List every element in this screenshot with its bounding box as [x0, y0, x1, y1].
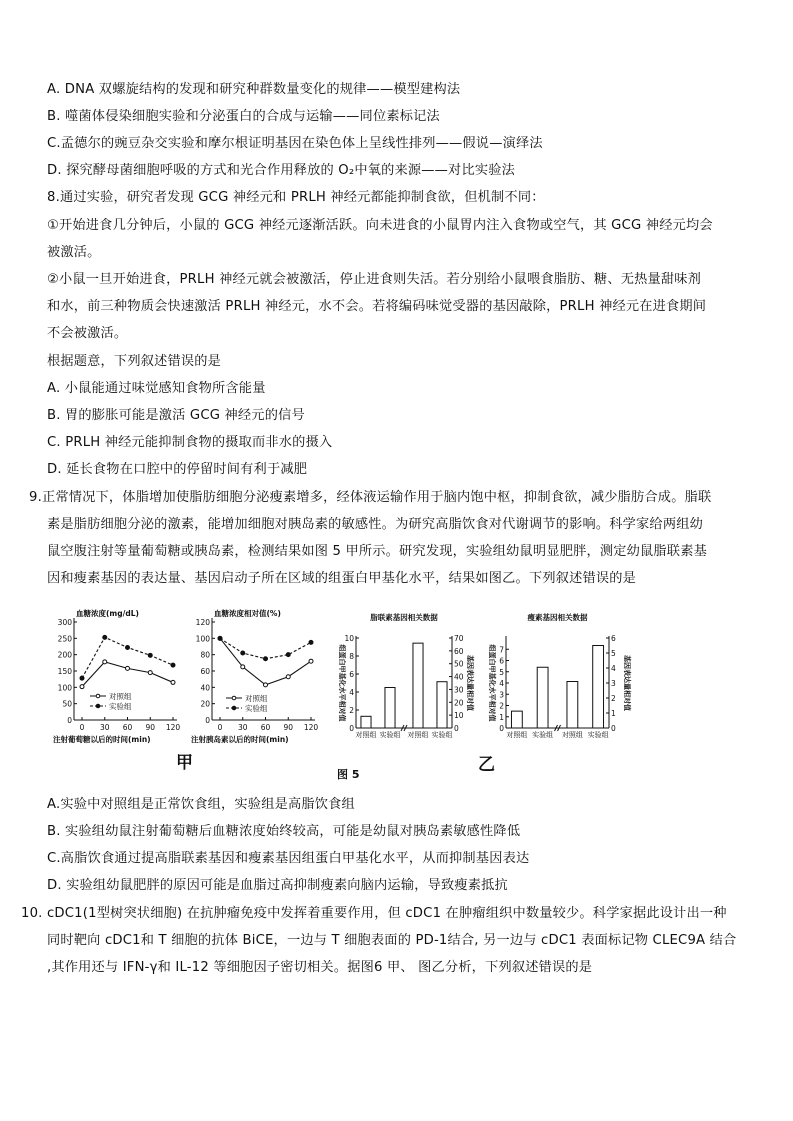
category-label: 对照组: [355, 731, 377, 739]
left-tick-label: 2: [499, 701, 504, 711]
legend-marker: [96, 694, 100, 698]
x-axis-label: 注射葡萄糖以后的时间(min): [53, 735, 151, 744]
category-label: 对照组: [561, 731, 583, 739]
data-point: [241, 665, 245, 669]
category-label: 实验组: [587, 731, 609, 739]
bar: [593, 646, 604, 729]
figure-jia-glucose-chart: [52, 608, 192, 748]
data-point: [286, 675, 290, 679]
right-tick-label: 4: [611, 664, 616, 673]
y-tick-label: 120: [195, 618, 210, 627]
category-label: 对照组: [506, 731, 528, 739]
legend-marker: [232, 696, 236, 700]
y-tick-label: 50: [62, 699, 72, 709]
left-tick-label: 10: [344, 634, 354, 643]
data-point: [103, 635, 107, 639]
bar: [385, 688, 395, 729]
left-tick-label: 4: [499, 679, 504, 688]
right-tick-label: 70: [454, 634, 464, 643]
right-tick-label: 1: [611, 709, 616, 718]
category-label: 对照组: [407, 731, 429, 739]
x-axis-label: 注射胰岛素以后的时间(min): [191, 735, 289, 744]
data-point: [241, 651, 245, 655]
q9-line-1: 9.正常情况下，体脂增加使脂肪细胞分泌瘦素增多，经体液运输作用于脑内饱中枢，抑制食欲，减少脂肪合成。脂联: [29, 490, 712, 505]
data-point: [309, 659, 313, 663]
figure-label-yi: 乙: [478, 755, 495, 775]
figure-yi-leptin-chart: [480, 608, 635, 748]
right-tick-label: 20: [454, 698, 464, 708]
left-axis-label: 组蛋白甲基化水平相对值: [338, 644, 346, 722]
q8-option-c: C. PRLH 神经元能抑制食物的摄取而非水的摄入: [47, 435, 333, 450]
q8-stem: 8.通过实验，研究者发现 GCG 神经元和 PRLH 神经元都能抑制食欲，但机制不同：: [47, 190, 545, 205]
left-tick-label: 6: [349, 670, 354, 679]
left-tick-label: 4: [349, 688, 354, 697]
y-tick-label: 20: [200, 699, 210, 709]
q8-paragraph-1-line-1: ①开始进食几分钟后，小鼠的 GCG 神经元逐渐活跃。向未进食的小鼠胃内注入食物或空气，其 GCG 神经元均会: [47, 218, 713, 233]
y-tick-label: 150: [57, 667, 72, 676]
right-tick-label: 5: [611, 649, 616, 658]
right-tick-label: 40: [454, 672, 464, 682]
chart-title: 血糖浓度(mg/dL): [76, 609, 139, 618]
figure-caption: 图 5: [337, 768, 360, 781]
q7-option-b: B. 噬菌体侵染细胞实验和分泌蛋白的合成与运输——同位素标记法: [47, 109, 440, 124]
q7-option-a: A. DNA 双螺旋结构的发现和研究种群数量变化的规律——模型建构法: [47, 82, 461, 97]
bar: [537, 667, 548, 728]
q9-option-a: A.实验中对照组是正常饮食组，实验组是高脂饮食组: [47, 797, 355, 812]
figure-yi-adiponectin-chart: [330, 608, 478, 748]
data-point: [80, 676, 84, 680]
data-point: [309, 640, 313, 644]
data-point: [171, 663, 175, 667]
right-axis-label: 基因表达量相对值: [466, 655, 474, 711]
bar: [511, 711, 522, 728]
y-tick-label: 80: [200, 650, 210, 660]
data-point: [126, 645, 130, 649]
q8-option-d: D. 延长食物在口腔中的停留时间有利于减肥: [47, 462, 308, 477]
left-tick-label: 1: [499, 712, 504, 722]
figure-label-jia: 甲: [176, 753, 193, 773]
right-tick-label: 0: [611, 724, 616, 733]
y-tick-label: 250: [57, 634, 72, 644]
left-tick-label: 6: [499, 656, 504, 666]
left-tick-label: 2: [349, 706, 354, 715]
category-label: 实验组: [532, 731, 554, 739]
q10-line-3: ,其作用还与 IFN-γ和 IL-12 等细胞因子密切相关。据图6 甲、 图乙分析，下列叙述错误的是: [47, 960, 593, 975]
x-tick-label: 30: [99, 723, 110, 732]
data-point: [171, 680, 175, 684]
x-tick-label: 120: [303, 723, 319, 732]
x-tick-label: 60: [260, 723, 271, 732]
y-tick-label: 0: [205, 716, 210, 725]
x-tick-label: 0: [79, 723, 85, 732]
left-tick-label: 0: [349, 724, 354, 733]
legend-marker: [96, 704, 100, 708]
x-tick-label: 60: [122, 723, 133, 732]
q8-paragraph-2-line-1: ②小鼠一旦开始进食，PRLH 神经元就会被激活，停止进食则失活。若分别给小鼠喂食脂肪、糖、无热量甜味剂: [47, 272, 702, 287]
q7-option-d: D. 探究酵母菌细胞呼吸的方式和光合作用释放的 O₂中氧的来源——对比实验法: [47, 163, 515, 178]
bar: [361, 716, 371, 728]
x-tick-label: 0: [217, 723, 223, 732]
series-line-0: [82, 662, 173, 687]
right-tick-label: 60: [454, 646, 464, 656]
data-point: [264, 683, 268, 687]
data-point: [126, 666, 130, 670]
left-tick-label: 5: [499, 667, 504, 677]
y-tick-label: 300: [57, 618, 72, 627]
q8-paragraph-2-line-2: 和水，前三种物质会快速激活 PRLH 神经元，水不会。若将编码味觉受器的基因敲除，PRLH 神经元在进食期间: [47, 299, 707, 314]
q10-line-1: 10. cDC1(1型树突状细胞) 在抗肿瘤免疫中发挥着重要作用，但 cDC1 在肿瘤组织中数量较少。科学家据此设计出一种: [21, 906, 727, 921]
q9-option-b: B. 实验组幼鼠注射葡萄糖后血糖浓度始终较高，可能是幼鼠对胰岛素敏感性降低: [47, 824, 521, 839]
right-tick-label: 2: [611, 694, 616, 703]
q8-option-b: B. 胃的膨胀可能是激活 GCG 神经元的信号: [47, 408, 305, 423]
left-tick-label: 3: [499, 690, 504, 700]
legend-label: 实验组: [109, 702, 132, 711]
x-tick-label: 30: [237, 723, 248, 732]
y-tick-label: 100: [195, 634, 210, 644]
q9-option-c: C.高脂饮食通过提高脂联素基因和瘦素基因组蛋白甲基化水平，从而抑制基因表达: [47, 851, 530, 866]
series-line-0: [220, 638, 311, 685]
data-point: [286, 653, 290, 657]
y-tick-label: 200: [57, 650, 72, 660]
chart-title: 血糖浓度相对值(%): [214, 609, 281, 618]
data-point: [103, 660, 107, 664]
q9-line-2: 素是脂肪细胞分泌的激素，能增加细胞对胰岛素的敏感性。为研究高脂饮食对代谢调节的影响。科学家给两组幼: [47, 517, 703, 532]
data-point: [148, 653, 152, 657]
bar: [437, 682, 447, 728]
q10-line-2: 同时靶向 cDC1和 T 细胞的抗体 BiCE，一边与 T 细胞表面的 PD-1结合, 另一边与 cDC1 表面标记物 CLEC9A 结合: [47, 933, 737, 948]
chart-title: 瘦素基因相关数据: [527, 613, 588, 622]
legend-label: 对照组: [245, 694, 268, 703]
bar: [413, 643, 423, 728]
right-tick-label: 0: [454, 724, 459, 733]
left-tick-label: 7: [499, 645, 504, 655]
data-point: [218, 636, 222, 640]
right-tick-label: 30: [454, 685, 464, 695]
bar: [567, 682, 578, 729]
q9-option-d: D. 实验组幼鼠肥胖的原因可能是血脂过高抑制瘦素向脑内运输，导致瘦素抵抗: [47, 878, 508, 893]
category-label: 实验组: [431, 731, 453, 739]
y-tick-label: 100: [57, 683, 72, 693]
q8-question: 根据题意，下列叙述错误的是: [47, 354, 222, 369]
right-tick-label: 50: [454, 659, 464, 669]
legend-marker: [232, 706, 236, 710]
q7-option-c: C.孟德尔的豌豆杂交实验和摩尔根证明基因在染色体上呈线性排列——假说—演绎法: [47, 136, 543, 151]
data-point: [148, 671, 152, 675]
x-tick-label: 90: [283, 723, 294, 732]
legend-label: 实验组: [245, 704, 268, 713]
q8-option-a: A. 小鼠能通过味觉感知食物所含能量: [47, 381, 266, 396]
data-point: [264, 657, 268, 661]
right-tick-label: 10: [454, 711, 464, 721]
left-tick-label: 0: [499, 724, 504, 733]
q8-paragraph-1-line-2: 被激活。: [47, 245, 101, 260]
y-tick-label: 0: [67, 716, 72, 725]
x-tick-label: 90: [145, 723, 156, 732]
left-axis-label: 组蛋白甲基化水平相对值: [488, 644, 496, 722]
q8-paragraph-2-line-3: 不会被激活。: [47, 326, 128, 341]
figure-jia-insulin-chart: [190, 608, 330, 748]
y-tick-label: 40: [200, 683, 210, 693]
y-tick-label: 60: [200, 667, 210, 676]
data-point: [80, 685, 84, 689]
right-tick-label: 6: [611, 634, 616, 643]
q9-line-4: 因和瘦素基因的表达量、基因启动子所在区域的组蛋白甲基化水平，结果如图乙。下列叙述错误的是: [47, 571, 637, 586]
right-axis-label: 基因表达量相对值: [623, 655, 631, 711]
right-tick-label: 3: [611, 679, 616, 688]
left-tick-label: 8: [349, 652, 354, 661]
chart-title: 脂联素基因相关数据: [370, 613, 438, 622]
x-tick-label: 120: [165, 723, 181, 732]
legend-label: 对照组: [109, 692, 132, 701]
category-label: 实验组: [379, 731, 401, 739]
q9-line-3: 鼠空腹注射等量葡萄糖或胰岛素，检测结果如图 5 甲所示。研究发现，实验组幼鼠明显肥胖，测定幼鼠脂联素基: [47, 544, 707, 559]
